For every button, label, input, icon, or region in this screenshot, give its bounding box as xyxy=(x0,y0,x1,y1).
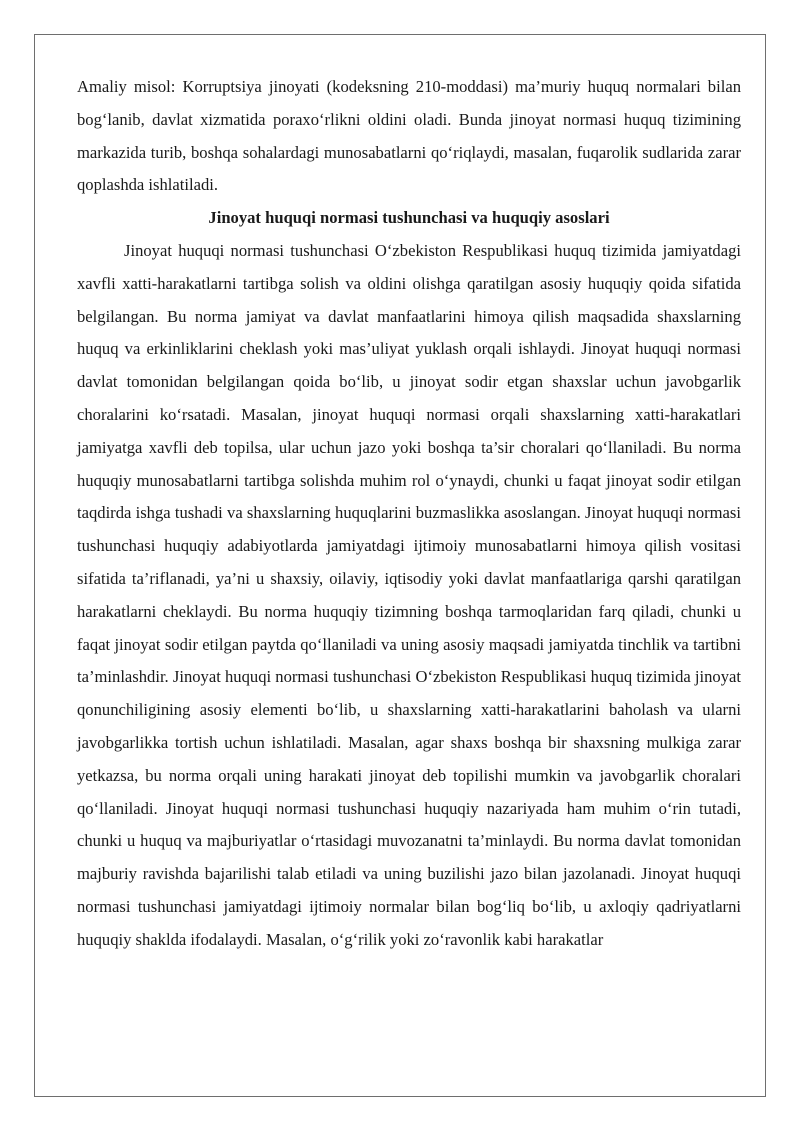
section-heading: Jinoyat huquqi normasi tushunchasi va huquqiy asoslari xyxy=(208,208,610,228)
intro-paragraph: Amaliy misol: Korruptsiya jinoyati (kodeksning 210-moddasi) ma’muriy huquq normalari bilan bog‘lanib, davlat xizmatida poraxo‘rlikni oldini oladi. Bunda jinoyat normasi huquq tizimining markazida turib, boshqa sohalardagi munosabatlarni qo‘riqlaydi, masalan, fuqarolik sudlarida zarar qoplashda ishlatiladi. xyxy=(77,77,741,195)
document-body xyxy=(77,71,741,957)
body-paragraph: Jinoyat huquqi normasi tushunchasi O‘zbekiston Respublikasi huquq tizimida jamiyatdagi xavfli xatti-harakatlarni tartibga solish va oldini olishga qaratilgan asosiy huquqiy qoida sifatida belgilangan. Bu norma jamiyat va davlat manfaatlarini himoya qilish maqsadida shaxslarning huquq va erkinliklarini cheklash yoki mas’uliyat yuklash orqali ishlaydi. Jinoyat huquqi normasi davlat tomonidan belgilangan qoida bo‘lib, u jinoyat sodir etgan shaxslar uchun javobgarlik choralarini ko‘rsatadi. Masalan, jinoyat huquqi normasi orqali shaxslarning xatti-harakatlari jamiyatga xavfli deb topilsa, ular uchun jazo yoki boshqa ta’sir choralari qo‘llaniladi. Bu norma huquqiy munosabatlarni tartibga solishda muhim rol o‘ynaydi, chunki u faqat jinoyat sodir etilgan taqdirda ishga tushadi va shaxslarning huquqlarini buzmaslikka asoslangan. Jinoyat huquqi normasi tushunchasi huquqiy adabiyotlarda jamiyatdagi ijtimoiy munosabatlarni himoya qilish vositasi sifatida ta’riflanadi, ya’ni u shaxsiy, oilaviy, iqtisodiy yoki davlat manfaatlariga qarshi qaratilgan harakatlarni cheklaydi. Bu norma huquqiy tizimning boshqa tarmoqlaridan farq qiladi, chunki u faqat jinoyat sodir etilgan paytda qo‘llaniladi va uning asosiy maqsadi jamiyatda tinchlik va tartibni ta’minlashdir. Jinoyat huquqi normasi tushunchasi O‘zbekiston Respublikasi huquq tizimida jinoyat qonunchiligining asosiy elementi bo‘lib, u shaxslarning xatti-harakatlarini baholash va ularni javobgarlikka tortish uchun ishlatiladi. Masalan, agar shaxs boshqa bir shaxsning mulkiga zarar yetkazsa, bu norma orqali uning harakati jinoyat deb topilishi mumkin va javobgarlik choralari qo‘llaniladi. Jinoyat huquqi normasi tushunchasi huquqiy nazariyada ham muhim o‘rin tutadi, chunki u huquq va majburiyatlar o‘rtasidagi muvozanatni ta’minlaydi. Bu norma davlat tomonidan majburiy ravishda bajarilishi talab etiladi va uning buzilishi jazo bilan jazolanadi. Jinoyat huquqi normasi tushunchasi jamiyatdagi ijtimoiy normalar bilan bog‘liq bo‘lib, u axloqiy qadriyatlarni huquqiy shaklda ifodalaydi. Masalan, o‘g‘rilik yoki zo‘ravonlik kabi harakatlar xyxy=(77,240,741,949)
